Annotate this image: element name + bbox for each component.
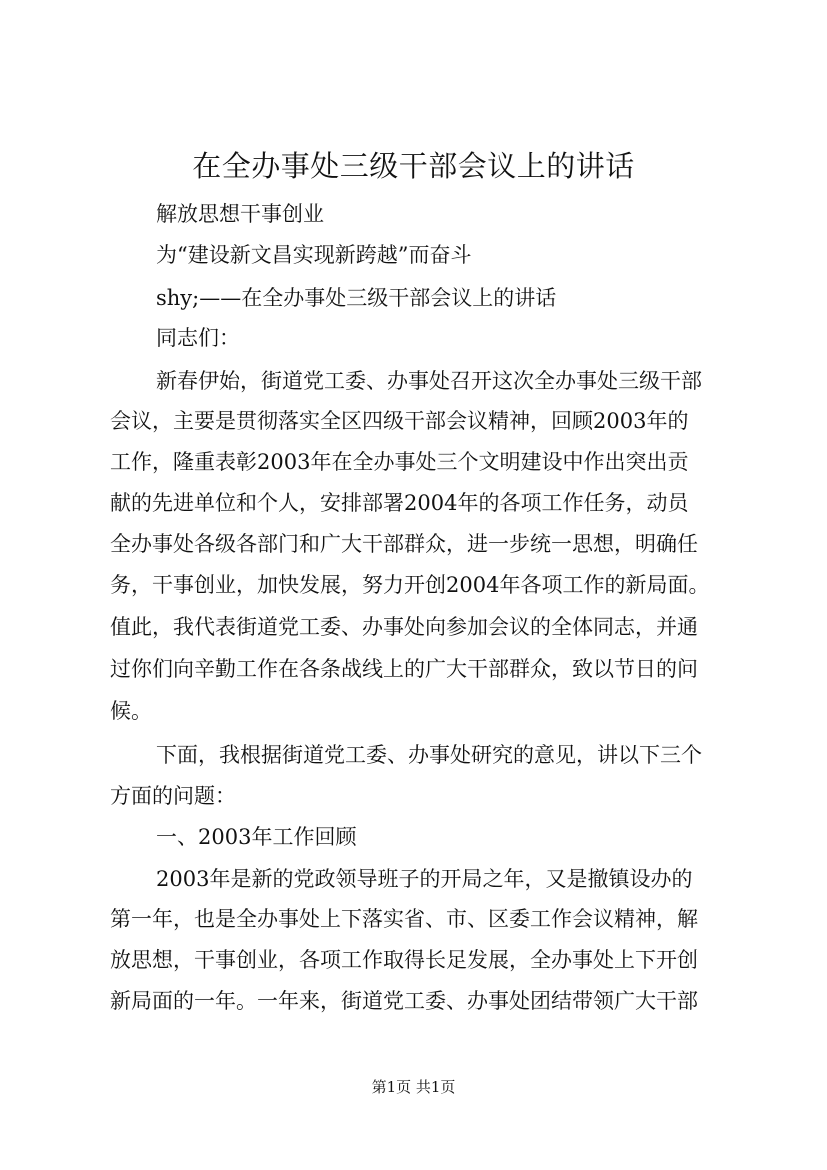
body-line: 新春伊始，街道党工委、办事处召开这次全办事处三级干部 [156,369,702,393]
body-line: 下面，我根据街道党工委、办事处研究的意见，讲以下三个 [156,743,702,767]
body-line: 过你们向辛勤工作在各条战线上的广大干部群众，致以节日的问 [110,657,698,681]
subtitle-line: shy;——在全办事处三级干部会议上的讲话 [156,286,557,310]
body-line: 方面的问题： [110,784,236,808]
body-line: 值此，我代表街道党工委、办事处向参加会议的全体同志，并通 [110,615,698,639]
body-line: 第一年，也是全办事处上下落实省、市、区委工作会议精神，解 [110,907,698,931]
section-heading: 一、2003年工作回顾 [156,825,357,849]
document-title: 在全办事处三级干部会议上的讲话 [192,149,635,183]
body-line: 务，干事创业，加快发展，努力开创2004年各项工作的新局面。 [110,573,710,597]
body-line: 2003年是新的党政领导班子的开局之年，又是撤镇设办的 [156,867,693,891]
body-line: 工作，隆重表彰2003年在全办事处三个文明建设中作出突出贡 [110,450,689,474]
subtitle-line: 解放思想干事创业 [156,202,324,226]
page-footer: 第1页 共1页 [371,1078,456,1096]
body-line: 会议，主要是贯彻落实全区四级干部会议精神，回顾2003年的 [110,409,689,433]
subtitle-line: 为“建设新文昌实现新跨越”而奋斗 [156,243,472,267]
body-line: 候。 [110,699,152,723]
body-line: 全办事处各级各部门和广大干部群众，进一步统一思想，明确任 [110,532,698,556]
body-line: 献的先进单位和个人，安排部署2004年的各项工作任务，动员 [110,491,689,515]
body-line: 放思想，干事创业，各项工作取得长足发展，全办事处上下开创 [110,948,698,972]
body-line: 新局面的一年。一年来，街道党工委、办事处团结带领广大干部 [110,989,698,1013]
salutation: 同志们： [156,326,240,350]
